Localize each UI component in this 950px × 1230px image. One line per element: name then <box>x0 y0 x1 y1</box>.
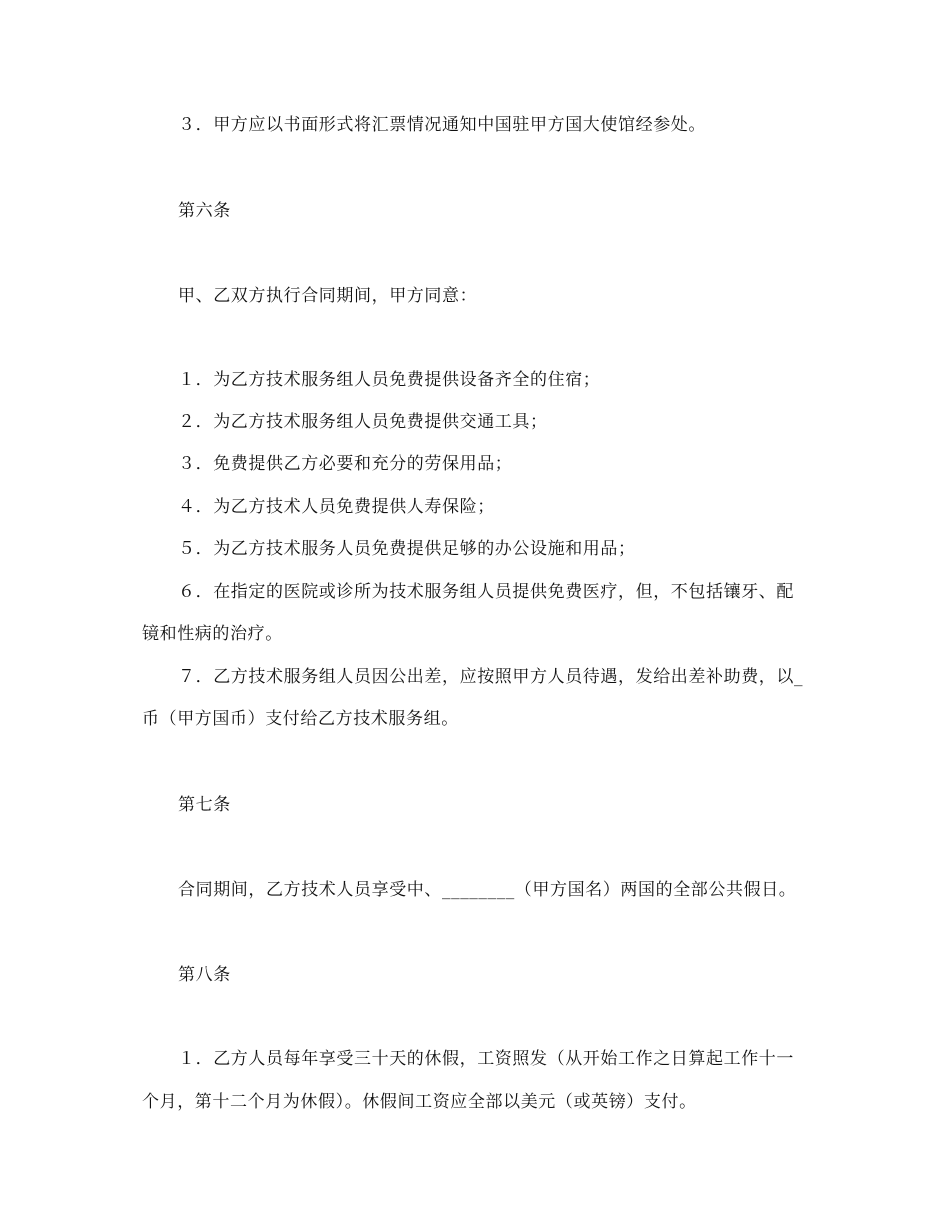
article6-item-6-line2: 镜和性病的治疗。 <box>142 624 283 644</box>
article8-heading: 第八条 <box>178 965 231 985</box>
article8-item-1-line1: １．乙方人员每年享受三十天的休假，工资照发（从开始工作之日算起工作十一 <box>178 1049 794 1069</box>
article6-item-2: ２．为乙方技术服务组人员免费提供交通工具； <box>178 412 548 432</box>
article6-intro: 甲、乙双方执行合同期间，甲方同意： <box>178 286 478 306</box>
article6-item-7-line1: ７．乙方技术服务组人员因公出差，应按照甲方人员待遇，发给出差补助费，以_ <box>178 667 804 687</box>
article5-item3: ３．甲方应以书面形式将汇票情况通知中国驻甲方国大使馆经参处。 <box>178 115 706 135</box>
article6-heading: 第六条 <box>178 201 231 221</box>
article7-text: 合同期间，乙方技术人员享受中、________（甲方国名）两国的全部公共假日。 <box>178 880 797 900</box>
article6-item-5: ５．为乙方技术服务人员免费提供足够的办公设施和用品； <box>178 539 636 559</box>
article7-heading: 第七条 <box>178 795 231 815</box>
article6-item-1: １．为乙方技术服务组人员免费提供设备齐全的住宿； <box>178 370 601 390</box>
article6-item-4: ４．为乙方技术人员免费提供人寿保险； <box>178 497 495 517</box>
article6-item-7-line2: 币（甲方国币）支付给乙方技术服务组。 <box>142 709 459 729</box>
article6-item-3: ３．免费提供乙方必要和充分的劳保用品； <box>178 454 513 474</box>
article8-item-1-line2: 个月，第十二个月为休假）。休假间工资应全部以美元（或英镑）支付。 <box>142 1092 697 1112</box>
article6-item-6-line1: ６．在指定的医院或诊所为技术服务组人员提供免费医疗，但，不包括镶牙、配 <box>178 582 794 602</box>
